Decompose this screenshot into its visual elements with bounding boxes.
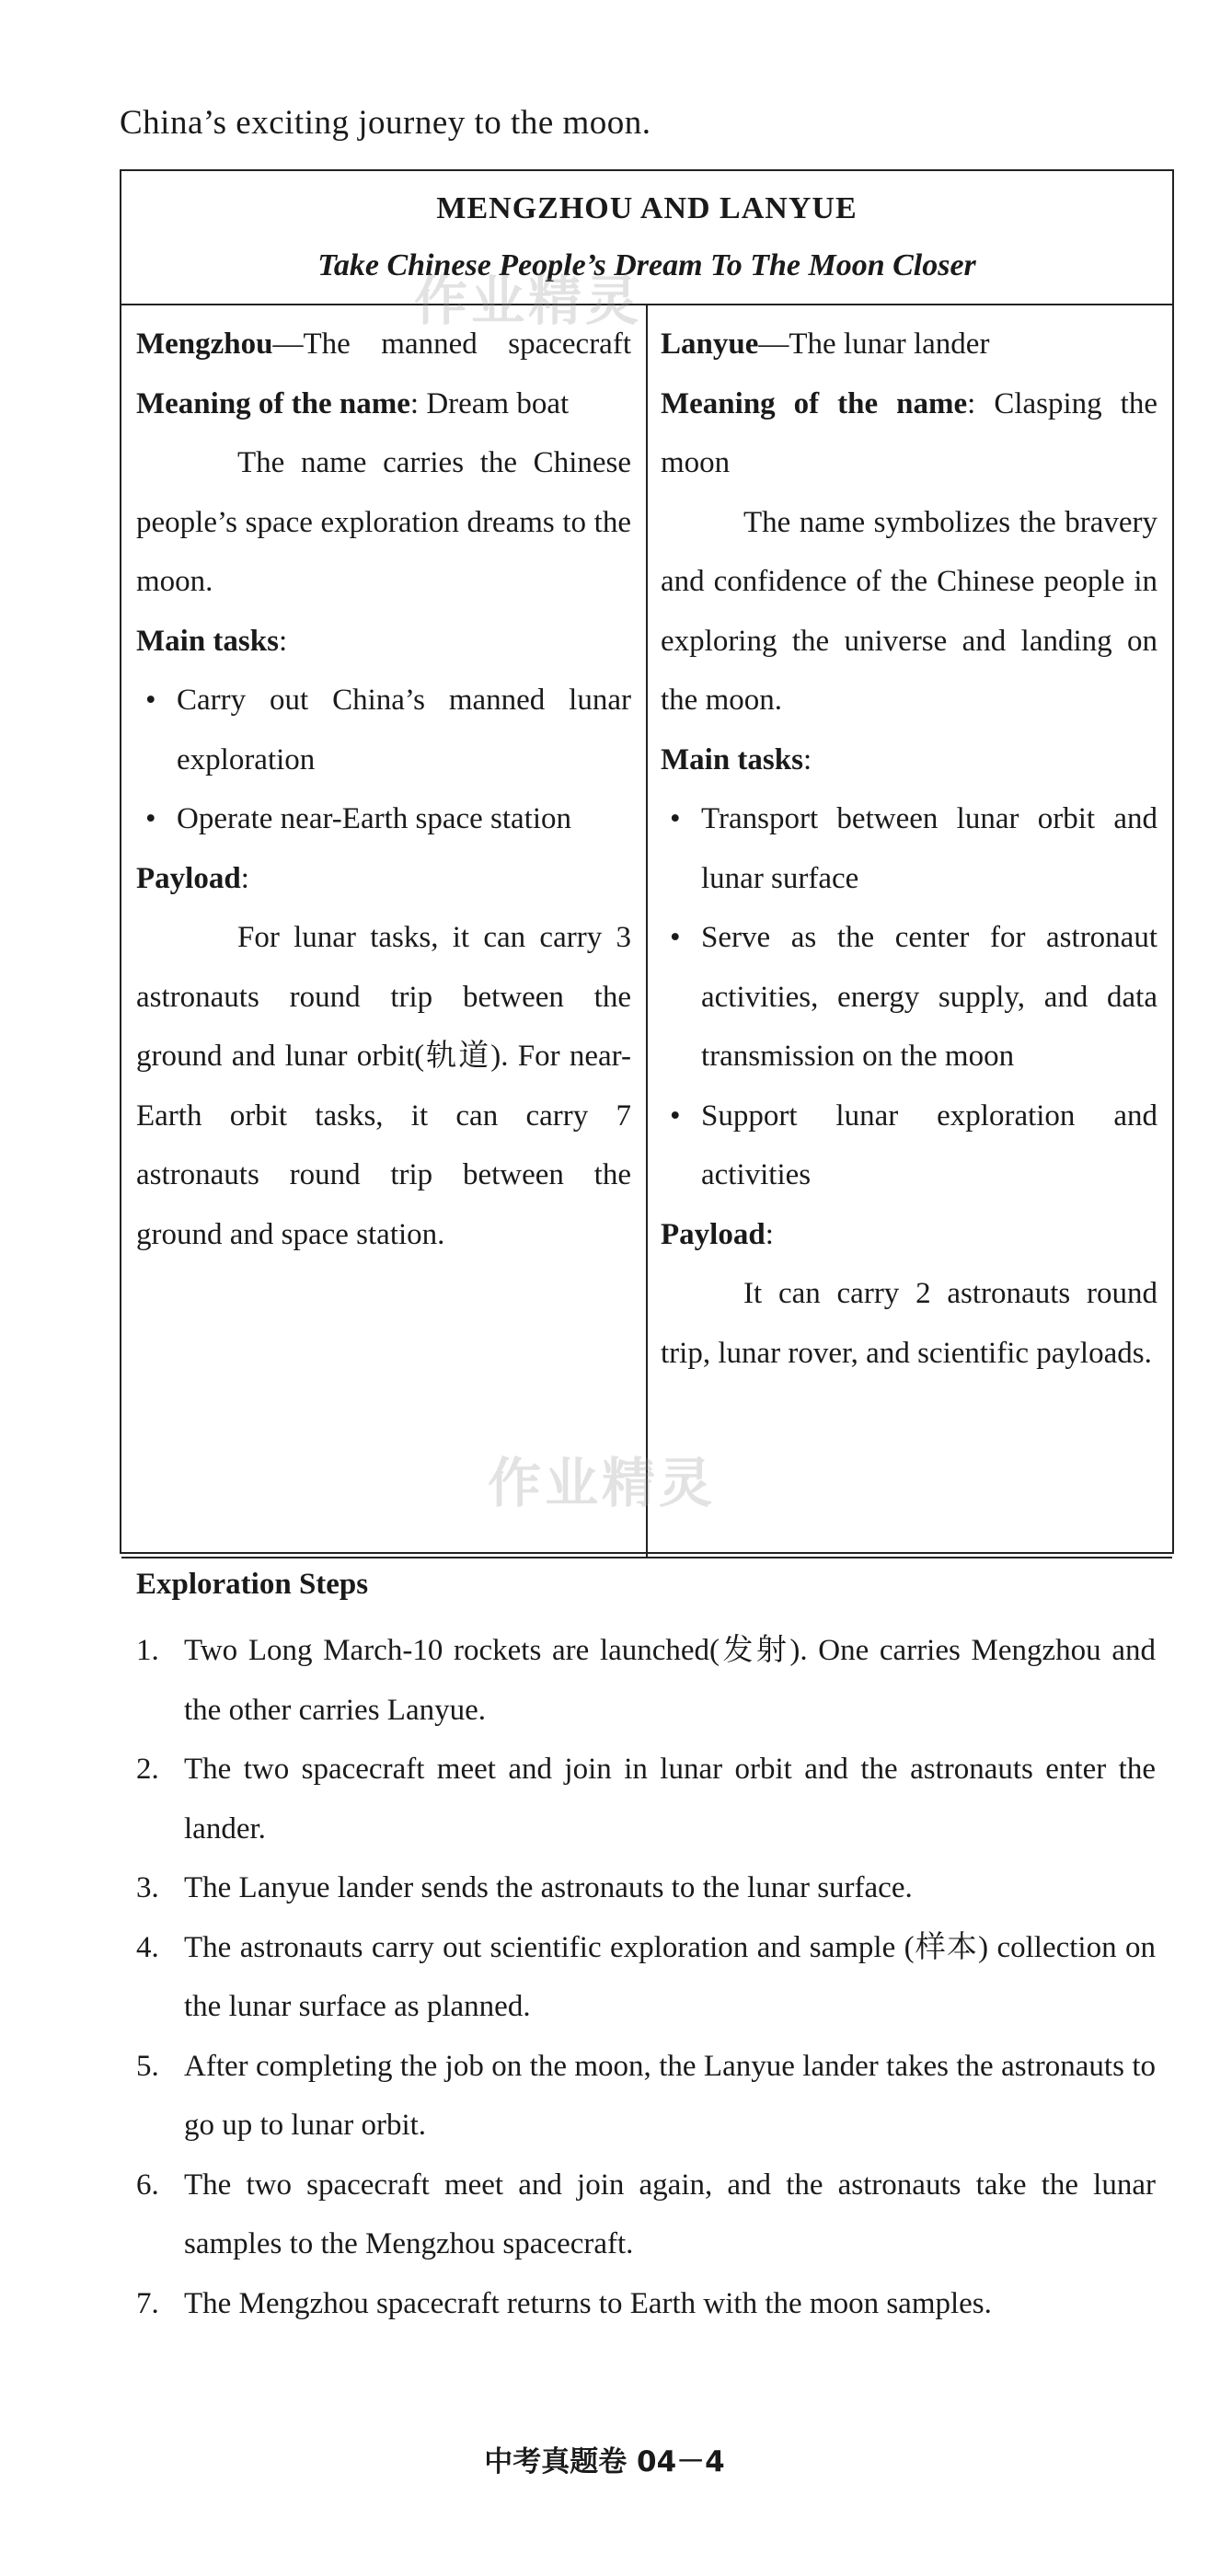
box-subtitle: Take Chinese People’s Dream To The Moon Closer [317,248,976,282]
list-item: • Support lunar exploration and activities [661,1087,1157,1205]
list-item [136,1740,1156,1858]
info-box [120,169,1174,2320]
mengzhou-column: Mengzhou—The manned spacecraft Meaning of the name: Dream boat The name carries the Chinese people’s space exploration dreams to the moon. Main tasks: • Carry out China’s manned lunar exploration • Operate near-Earth space station Payload: For lunar tasks, it can carry 3 astronauts round trip between the ground and lunar orbit(轨道). For near-Earth orbit tasks, it can carry 7 astronauts round trip between the ground and space station. [136,315,631,1264]
step-text: The Lanyue lander sends the astronauts to the lunar surface. [184,1871,913,1904]
lanyue-task-list [661,789,1157,1205]
list-item [136,2156,1156,2274]
step-text: The two spacecraft meet and join again, and the astronauts take the lunar samples to the Mengzhou spacecraft. [184,2168,1156,2260]
list-item [136,2037,1156,2156]
step-number: 4. [136,1930,159,1964]
lanyue-meaning-label: Meaning of the name [661,386,968,420]
comparison-columns [121,304,1172,1558]
step-number: 7. [136,2286,159,2320]
step-text: The astronauts carry out scientific exploration and sample (样本) collection on the lunar surface as planned. [184,1930,1156,2023]
list-item: • Transport between lunar orbit and lunar surface [661,789,1157,908]
mengzhou-meaning-value: Dream boat [426,386,570,420]
steps-title: Exploration Steps [136,1568,369,1601]
mengzhou-task-list [136,671,631,849]
lanyue-description: The name symbolizes the bravery and confidence of the Chinese people in exploring the universe and landing on the moon. [661,505,1157,717]
list-item: • Carry out China’s manned lunar exploration [136,671,631,789]
mengzhou-name-desc: —The manned spacecraft [272,328,631,361]
step-number: 5. [136,2049,159,2083]
step-number: 2. [136,1753,159,1786]
list-item [136,1918,1156,2037]
step-list [136,1621,1156,2333]
list-item [136,1858,1156,1918]
step-number: 6. [136,2168,159,2202]
watermark: 作业精灵 [488,1452,717,1514]
lanyue-meaning-value: Clasping the moon [661,386,1158,479]
mengzhou-meaning-label: Meaning of the name [136,386,410,420]
lanyue-tasks-label: Main tasks [661,742,803,776]
lanyue-payload: It can carry 2 astronauts round trip, lunar rover, and scientific payloads. [661,1277,1157,1370]
step-number: 1. [136,1634,159,1667]
lanyue-payload-label: Payload [661,1217,766,1251]
step-text: The Mengzhou spacecraft returns to Earth with the moon samples. [184,2286,992,2320]
mengzhou-tasks-label: Main tasks [136,624,279,658]
step-text: Two Long March-10 rockets are launched(发射). One carries Mengzhou and the other carries Lanyue. [184,1634,1156,1727]
step-text: The two spacecraft meet and join in lunar orbit and the astronauts enter the lander. [184,1753,1156,1846]
list-item: • Operate near-Earth space station [136,789,631,849]
page-footer: 中考真题卷 04－4 [484,2445,725,2478]
watermark: 作业精灵 [414,270,643,332]
intro-text: China’s exciting journey to the moon. [120,104,651,142]
list-item [136,2274,1156,2334]
mengzhou-payload: For lunar tasks, it can carry 3 astronauts round trip between the ground and lunar orbit(轨道). For near-Earth orbit tasks, it can carry 7 astronauts round trip between the ground and space station. [136,921,631,1251]
lanyue-name-desc: —The lunar lander [758,328,990,361]
list-item: • Serve as the center for astronaut activities, energy supply, and data transmission on the moon [661,908,1157,1087]
step-number: 3. [136,1871,159,1904]
mengzhou-name-label: Mengzhou [136,328,273,361]
lanyue-column: Lanyue—The lunar lander Meaning of the name: Clasping the moon The name symbolizes the bravery and confidence of the Chinese people in exploring the universe and landing on the moon. Main tasks: • Transport between lunar orbit and lunar surface • Serve as the center for astronaut activities, energy supply, and data transmission on the moon • Support lunar exploration and activities Payload: It can carry 2 astronauts round trip, lunar rover, and scientific payloads. [661,315,1157,1383]
column-divider [646,304,648,1557]
list-item [136,1621,1156,1740]
mengzhou-description: The name carries the Chinese people’s space exploration dreams to the moon. [136,446,631,598]
lanyue-name-label: Lanyue [661,328,759,361]
box-header [121,171,1172,305]
mengzhou-payload-label: Payload [136,861,241,895]
step-text: After completing the job on the moon, the Lanyue lander takes the astronauts to go up to lunar orbit. [184,2049,1156,2142]
box-title: MENGZHOU AND LANYUE [436,191,858,225]
